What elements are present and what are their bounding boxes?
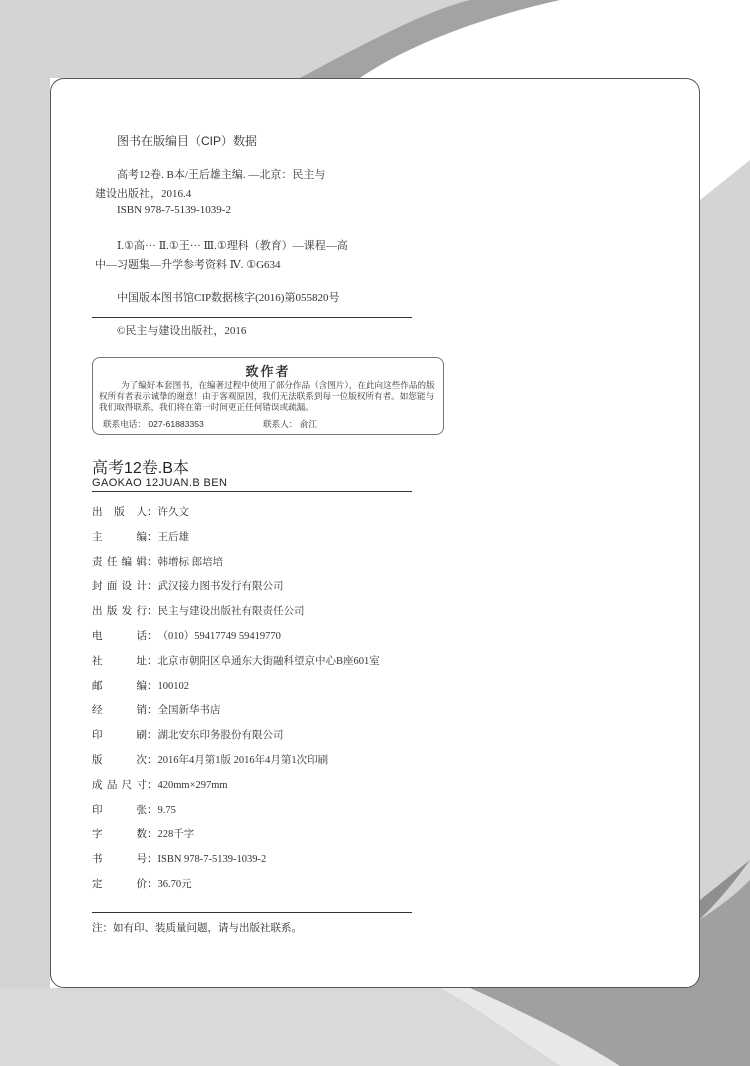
- info-value: 武汉接力图书发行有限公司: [157, 581, 284, 593]
- cip-line: 中国版本图书馆CIP数据核字(2016)第055820号: [117, 292, 340, 304]
- info-separator: ：: [147, 705, 158, 717]
- divider: [92, 491, 412, 492]
- info-label: 封面设计: [92, 580, 147, 593]
- notice-box: [92, 357, 444, 435]
- info-row: [92, 727, 284, 743]
- info-label: 出版人: [92, 506, 147, 518]
- notice-contact-person: 联系人： 俞江: [263, 419, 317, 429]
- info-value: 100102: [157, 680, 189, 692]
- info-separator: ：: [147, 655, 158, 667]
- info-value: 228千字: [157, 829, 195, 841]
- info-label: 版次: [92, 754, 147, 766]
- info-separator: ：: [147, 507, 158, 518]
- info-value: 9.75: [157, 804, 176, 816]
- info-row: [92, 504, 189, 520]
- info-value: ISBN 978-7-5139-1039-2: [157, 854, 267, 866]
- info-value: 民主与建设出版社有限责任公司: [157, 606, 305, 618]
- info-row: [92, 529, 189, 545]
- info-label: 电话: [92, 630, 147, 642]
- info-row: [92, 777, 228, 793]
- info-label: 经销: [92, 704, 147, 717]
- cip-line: Ⅰ.①高··· Ⅱ.①王··· Ⅲ.①理科（教育）—课程—高: [117, 240, 348, 252]
- info-label: 成品尺寸: [92, 778, 147, 791]
- info-value: 王后雄: [157, 531, 189, 543]
- info-value: 36.70元: [157, 879, 192, 890]
- info-row: [92, 802, 176, 818]
- info-value: 湖北安东印务股份有限公司: [157, 730, 284, 742]
- info-row: [92, 826, 194, 842]
- footnote: 注：如有印、装质量问题，请与出版社联系。: [92, 922, 302, 934]
- info-value: 全国新华书店: [157, 705, 221, 717]
- info-separator: ：: [147, 631, 158, 642]
- info-label: 定价: [92, 878, 147, 890]
- cip-title: 图书在版编目（CIP）数据: [117, 134, 258, 148]
- info-separator: ：: [147, 606, 158, 618]
- info-row: [92, 578, 284, 594]
- info-value: 许久文: [157, 507, 189, 518]
- cip-line: 高考12卷. B本/王后雄主编. —北京：民主与: [117, 169, 326, 181]
- info-separator: ：: [147, 804, 158, 816]
- info-label: 社址: [92, 654, 147, 667]
- copyright-line: ©民主与建设出版社，2016: [117, 325, 247, 337]
- info-row: [92, 628, 281, 644]
- notice-body: 为了编好本套图书，在编著过程中使用了部分作品（含图片），在此向这些作品的版权所有者表示诚挚的谢意！由于客观原因，我们无法联系到每一位版权所有者。如您能与我们取得联系，我们将在第一时间更正任何错误或疏漏。: [99, 380, 435, 412]
- cip-line: ISBN 978-7-5139-1039-2: [117, 204, 231, 216]
- info-row: [92, 702, 221, 718]
- info-row: [92, 554, 223, 570]
- info-separator: ：: [147, 680, 158, 692]
- info-label: 字数: [92, 828, 147, 841]
- info-row: [92, 603, 305, 619]
- info-label: 印刷: [92, 729, 147, 742]
- divider: [92, 912, 412, 913]
- info-separator: ：: [147, 879, 158, 890]
- info-row: [92, 851, 266, 867]
- info-separator: ：: [147, 556, 158, 568]
- info-value: 北京市朝阳区阜通东大街融科望京中心B座601室: [157, 655, 380, 667]
- info-separator: ：: [147, 779, 158, 791]
- cip-line: 中—习题集—升学参考资料 Ⅳ. ①G634: [95, 259, 281, 271]
- info-label: 责任编辑: [92, 555, 147, 568]
- notice-title: 致作者: [245, 364, 291, 379]
- info-value: 韩增标 郎培培: [157, 556, 224, 568]
- notice-contact-phone: 联系电话： 027-61883353: [103, 419, 204, 429]
- info-separator: ：: [147, 581, 158, 593]
- info-separator: ：: [147, 531, 158, 543]
- info-row: [92, 678, 189, 694]
- info-separator: ：: [147, 730, 158, 742]
- info-row: [92, 876, 192, 892]
- divider: [92, 317, 412, 318]
- book-pinyin: GAOKAO 12JUAN.B BEN: [92, 477, 228, 489]
- info-value: 2016年4月第1版 2016年4月第1次印刷: [157, 755, 329, 766]
- info-label: 书号: [92, 853, 147, 866]
- info-label: 出版发行: [92, 605, 147, 618]
- cip-line: 建设出版社，2016.4: [95, 188, 192, 200]
- info-row: [92, 653, 380, 669]
- info-label: 主编: [92, 530, 147, 543]
- info-label: 邮编: [92, 679, 147, 692]
- info-value: 420mm×297mm: [157, 779, 228, 791]
- info-label: 印张: [92, 803, 147, 816]
- info-separator: ：: [147, 829, 158, 841]
- info-separator: ：: [147, 854, 158, 866]
- info-separator: ：: [147, 755, 158, 766]
- info-row: [92, 752, 328, 768]
- info-value: （010）59417749 59419770: [157, 631, 281, 642]
- book-title: 高考12卷.B本: [92, 460, 189, 477]
